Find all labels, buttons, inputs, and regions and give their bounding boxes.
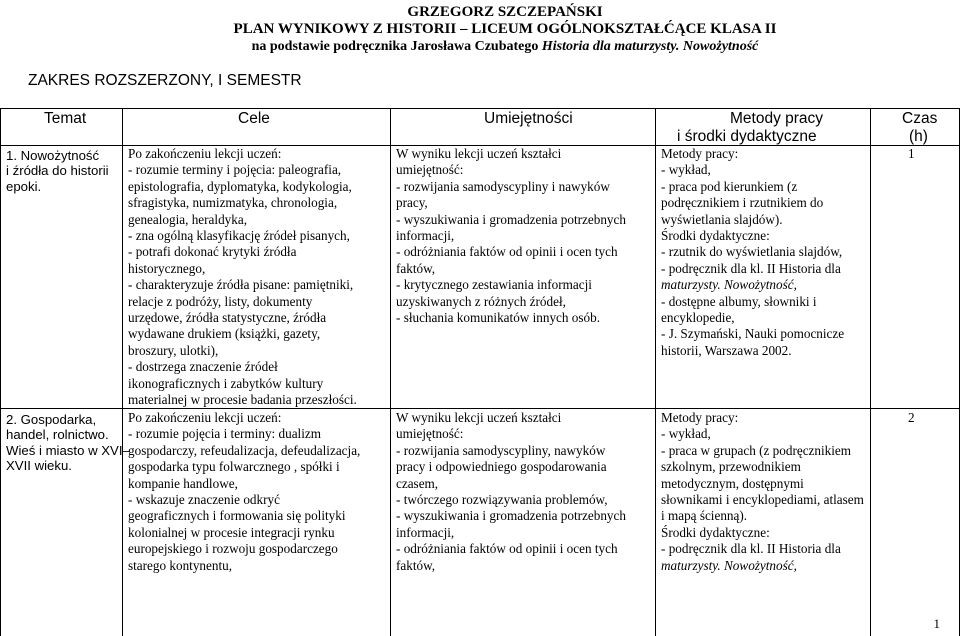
goal-line: broszury, ulotki), xyxy=(128,342,219,358)
method-line: - praca pod kierunkiem (z xyxy=(661,178,798,194)
method-line: - J. Szymański, Nauki pomocnicze xyxy=(661,326,845,342)
topic-line: 2. Gospodarka, xyxy=(6,412,97,427)
goal-line: wydawane drukiem (książki, gazety, xyxy=(128,326,321,342)
skill-line: W wyniku lekcji uczeń kształci xyxy=(396,146,562,161)
column-divider-1 xyxy=(122,108,123,636)
table-top-rule xyxy=(0,108,960,109)
column-header-methods: Metody pracy xyxy=(730,110,824,127)
row-1-topic xyxy=(6,148,109,194)
method-line: słownikami i encyklopediami, atlasem xyxy=(661,492,864,508)
row-2-time: 2 xyxy=(908,410,915,425)
goal-line: - rozumie terminy i pojęcia: paleografia, xyxy=(128,162,342,178)
skill-line: informacji, xyxy=(396,228,455,244)
skill-line: - krytycznego zestawiania informacji xyxy=(396,277,592,293)
row-2-skills xyxy=(396,410,626,574)
goal-line: kompanie handlowe, xyxy=(128,475,238,491)
method-line: Środki dydaktyczne: xyxy=(661,228,770,244)
row-1-methods xyxy=(661,146,844,359)
column-divider-3 xyxy=(655,108,656,636)
skill-line: - wyszukiwania i gromadzenia potrzebnych xyxy=(396,508,626,524)
method-line: - praca w grupach (z podręcznikiem xyxy=(661,442,852,458)
method-line: wyświetlania slajdów). xyxy=(661,211,783,227)
goal-line: urzędowe, źródła statystyczne, źródła xyxy=(128,310,327,326)
goal-line: gospodarka typu folwarcznego , spółki i xyxy=(128,459,340,475)
goal-line: - dostrzega znaczenie źródeł xyxy=(128,359,278,375)
goal-line: materialnej w procesie badania przeszłości. xyxy=(128,392,357,408)
column-header-goals: Cele xyxy=(238,110,270,127)
skill-line: - rozwijania samodyscypliny, nawyków xyxy=(396,442,606,458)
goal-line: historycznego, xyxy=(128,260,206,276)
goal-line: - rozumie pojęcia i terminy: dualizm xyxy=(128,426,321,442)
column-header-methods-sub: i środki dydaktyczne xyxy=(677,128,817,145)
goal-line: - charakteryzuje źródła pisane: pamiętniki, xyxy=(128,277,354,293)
method-line: - podręcznik dla kl. II Historia dla xyxy=(661,260,841,276)
skill-line: czasem, xyxy=(396,475,439,491)
goal-line: - wskazuje znaczenie odkryć xyxy=(128,492,280,508)
method-line: podręcznikiem i rzutnikiem do xyxy=(661,195,824,211)
skill-line: informacji, xyxy=(396,524,455,540)
skill-line: faktów, xyxy=(396,260,436,276)
document-header xyxy=(0,4,960,55)
skill-line: umiejętność: xyxy=(396,426,464,442)
table-border-left xyxy=(0,108,1,636)
skill-line: - wyszukiwania i gromadzenia potrzebnych xyxy=(396,211,626,227)
topic-line: 1. Nowożytność xyxy=(6,148,100,163)
row-2-methods xyxy=(661,410,864,574)
method-line: Metody pracy: xyxy=(661,410,739,425)
skill-line: faktów, xyxy=(396,557,436,573)
skill-line: - rozwijania samodyscypliny i nawyków xyxy=(396,178,610,194)
method-line: maturzysty. Nowożytność, xyxy=(661,277,797,293)
method-line: Środki dydaktyczne: xyxy=(661,524,770,540)
goal-line: Po zakończeniu lekcji uczeń: xyxy=(128,146,282,161)
topic-line: Wieś i miasto w XVI– xyxy=(6,442,130,458)
topic-line: XVII wieku. xyxy=(6,458,72,474)
document-subtitle xyxy=(0,38,960,55)
skill-line: uzyskiwanych z różnych źródeł, xyxy=(396,293,566,309)
goal-line: ikonograficznych i zabytków kultury xyxy=(128,375,324,391)
goal-line: kolonialnej w procesie integracji rynku xyxy=(128,524,335,540)
goal-line: epistolografia, dyplomatyka, kodykologia, xyxy=(128,178,352,194)
skill-line: - słuchania komunikatów innych osób. xyxy=(396,310,601,326)
goal-line: - potrafi dokonać krytyki źródła xyxy=(128,244,297,260)
topic-line: i źródła do historii xyxy=(6,163,109,179)
method-line: Metody pracy: xyxy=(661,146,739,161)
topic-line: epoki. xyxy=(6,178,42,194)
column-divider-4 xyxy=(870,108,871,636)
scope-heading: ZAKRES ROZSZERZONY, I SEMESTR xyxy=(28,72,302,89)
method-line: - wykład, xyxy=(661,426,711,442)
method-line: - rzutnik do wyświetlania slajdów, xyxy=(661,244,843,260)
goal-line: starego kontynentu, xyxy=(128,557,233,573)
column-divider-2 xyxy=(390,108,391,636)
method-line: szkolnym, przewodnikiem xyxy=(661,459,801,475)
column-header-time-unit: (h) xyxy=(909,128,928,145)
document-title: PLAN WYNIKOWY Z HISTORII – LICEUM OGÓLNOKSZTAŁĆĄCE KLASA II xyxy=(233,21,777,37)
skill-line: pracy, xyxy=(396,195,428,211)
goal-line: relacje z podróży, listy, dokumenty xyxy=(128,293,313,309)
row-1-skills xyxy=(396,146,626,326)
method-line: maturzysty. Nowożytność, xyxy=(661,557,797,573)
column-header-time: Czas xyxy=(902,110,938,127)
method-line: encyklopedie, xyxy=(661,310,735,326)
method-line: - dostępne albumy, słowniki i xyxy=(661,293,817,309)
skill-line: pracy i odpowiedniego gospodarowania xyxy=(396,459,607,475)
goal-line: gospodarczy, refeudalizacja, defeudalizacja, xyxy=(128,442,361,458)
row-2-topic xyxy=(6,412,130,474)
column-header-topic: Temat xyxy=(44,110,87,127)
goal-line: sfragistyka, numizmatyka, chronologia, xyxy=(128,195,338,211)
goal-line: Po zakończeniu lekcji uczeń: xyxy=(128,410,282,425)
goal-line: genealogia, heraldyka, xyxy=(128,211,247,227)
column-header-skills: Umiejętności xyxy=(484,110,573,127)
goal-line: geograficznych i formowania się polityki xyxy=(128,508,346,524)
skill-line: - twórczego rozwiązywania problemów, xyxy=(396,492,608,508)
skill-line: W wyniku lekcji uczeń kształci xyxy=(396,410,562,425)
row-1-time: 1 xyxy=(908,146,915,161)
method-line: historii, Warszawa 2002. xyxy=(661,342,792,358)
subtitle-book: Historia dla maturzysty. Nowożytność xyxy=(541,39,759,54)
method-line: - wykład, xyxy=(661,162,711,178)
method-line: metodycznym, dostępnymi xyxy=(661,475,804,491)
goal-line: europejskiego i rozwoju gospodarczego xyxy=(128,541,338,557)
method-line: i mapą ścienną). xyxy=(661,508,748,524)
row-1-goals xyxy=(128,146,357,409)
skill-line: - odróżniania faktów od opinii i ocen tych xyxy=(396,541,618,557)
topic-line: handel, rolnictwo. xyxy=(6,427,109,443)
skill-line: umiejętność: xyxy=(396,162,464,178)
skill-line: - odróżniania faktów od opinii i ocen tych xyxy=(396,244,618,260)
row-2-goals xyxy=(128,410,360,574)
page-number: 1 xyxy=(933,616,940,631)
goal-line: - zna ogólną klasyfikację źródeł pisanych, xyxy=(128,228,350,244)
author-name: GRZEGORZ SZCZEPAŃSKI xyxy=(407,4,603,20)
subtitle-prefix: na podstawie podręcznika Jarosława Czubatego xyxy=(251,39,542,54)
method-line: - podręcznik dla kl. II Historia dla xyxy=(661,541,841,557)
